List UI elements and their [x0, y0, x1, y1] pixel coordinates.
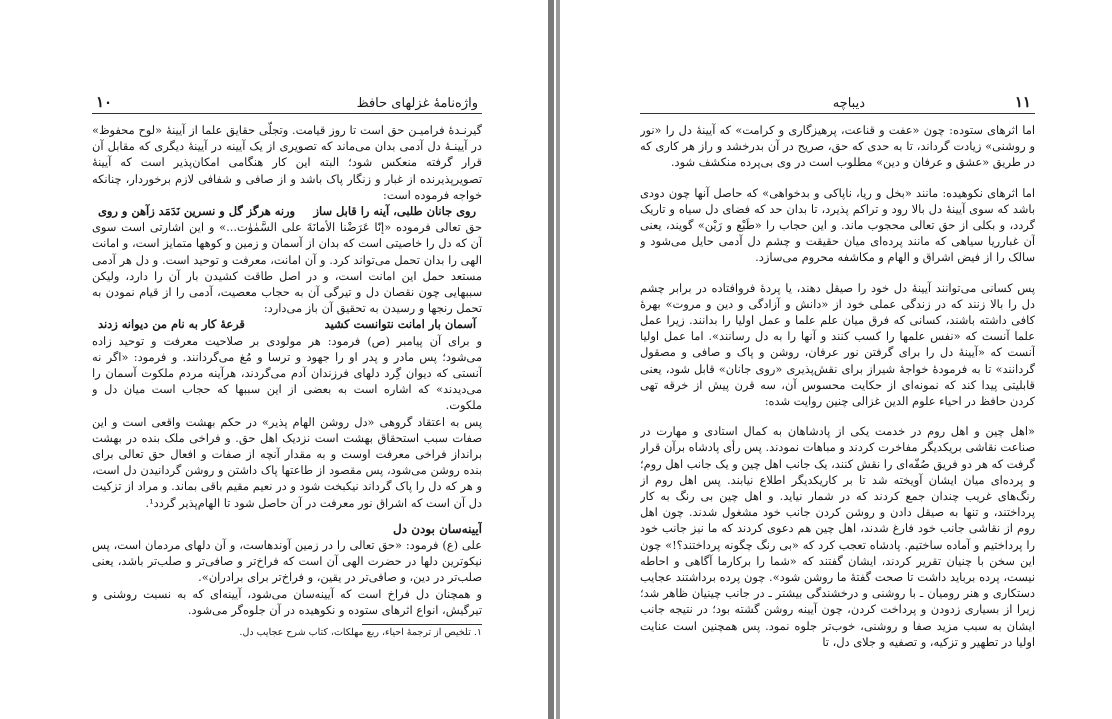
paragraph: پس به اعتقاد گروهی «دل روشن الهام پذیر» در حکم بهشت واقعی است و این صفات سبب استحقاق بهشت است نزدیک اهل حق. و فراخی ملک بنده در بهشت برانداز فراخی معرفت اوست و به مقدار آنچه از صفات و افعال حق تعالی برای بنده روشن می‌شود، پس مقصود از طاعتها پاک داشتن و روشن گردانیدن دل است، و هر که دل را پاک گرداند نیکبخت شود و در نعیم مقیم باقی بماند. و مراد از تزکیت دل آن است که اشراق نور معرفت در آن حاصل شود تا الهام‌پذیر گردد¹.: [92, 414, 482, 510]
hemistich: قرعهٔ کار به نام من دیوانه زدند: [98, 317, 245, 332]
book-gutter: [548, 0, 554, 719]
paragraph: و برای آن پیامبر (ص) فرمود: هر مولودی بر صلاحیت معرفت و توحید زاده می‌شود؛ پس مادر و پدر او را جهود و ترسا و مُغ می‌گردانند. و فرمود: «اگر نه آنستی که دیوان گِرد دلهای فرزندان آدم می‌گردند، هرآینه مردم ملکوت آسمان را می‌دیدند» که اشاره است به بعضی از این سببها که حجاب است میان دل و ملکوت.: [92, 333, 482, 413]
paragraph: حق تعالی فرموده «إنّا عَرَضْنا الأمانَةَ علی السَّمٰوٰت...» و این اشارتی است سوی آن که دل را خاصیتی است که بدان از آسمان و زمین و کوهها متمایز است، و امانت الهی را بدان تحمل می‌تواند کرد. و آن امانت، معرفت و توحید است. و دل هر آدمی مستعد حمل این امانت است، و در اصل طاقت کشیدن بار آن را دارد، ولیکن سببهایی چون نقصان دل و تیرگی آن به حجاب معصیت، آدمی را از قیام نمودن به تحمل رنجها و رسیدن به تحقیق آن باز می‌دارد:: [92, 220, 482, 316]
paragraph: «اهل چین و اهل روم در خدمت یکی از پادشاهان به کمال استادی و مهارت در صناعت نقاشی بریکدیگر مفاخرت کردند و مباهات نمودند. پس رأی پادشاه برآن قرار گرفت که هر دو فریق صُفّه‌ای را نقش کنند، یک جانب اهل چین و یک جانب اهل روم؛ و پرده‌ای میان ایشان آویخته شد تا بر کاریکدیگر اطلاع نیابند. پس اهل روم از رنگ‌های غریب چندان جمع کردند که در شمار نیاید. و اهل چین بی رنگ به کار پرداختند، و تنها به صیقل دادن و روشن کردن جانب خود مشغول شدند. چون اهل روم از نقاشی جانب خود فارغ شدند، اهل چین هم دعوی کردند که ما نیز جانب خود را پرداختیم و آماده ساختیم. پادشاه تعجب کرد که «بی رنگ چگونه پرداختند؟!» چون این سخن با چنیان تقریر کردند، ایشان گفتند که «شما را برکارما آگاهی و احاطه نیست، پرده برباید داشت تا صحت گفتهٔ ما روشن شود». چون پرده برداشتند عجایب دستکاری و هنر رومیان ـ با روشنی و درخشندگی بیشتر ـ در جانب چینیان ظاهر شد؛ زیرا از بسیاری زدودن و پرداخت کردن، چون آیینه روشن گشته بود؛ در نتیجه جانب ایشان به سبب مزید صفا و روشنی، خوب‌تر جلوه نمود. پس همچنین است عنایت اولیا در تطهیر و تزکیه، و تصفیه و جلای دل، تا: [640, 424, 1035, 649]
left-page: [92, 0, 482, 719]
footnote-rule: [362, 624, 482, 625]
running-title: دیباچه: [832, 96, 865, 111]
right-page-body: [640, 122, 1035, 650]
footnote: ۱. تلخیص از ترجمهٔ احیاء، ربع مهلکات، کتاب شرح عجایب دل.: [239, 627, 482, 639]
paragraph: و همچنان دل فراخ است که آیینه‌سان می‌شود، آیینه‌ای که به نسبت روشنی و تیرگیش، انواع اثرهای ستوده و نکوهیده در آن جلوه‌گر می‌شود.: [92, 586, 482, 617]
running-title: واژه‌نامهٔ غزلهای حافظ: [356, 96, 478, 111]
paragraph: اما اثرهای نکوهیده: مانند «بخل و ریا، ناپاکی و بدخواهی» که حاصل آنها چون دودی باشد که سوی آیینهٔ دل بالا رود و تراکم پذیرد، تا بدان حد که فضای دل سیاه و تاریک گردد، و بکلی از حق تعالی محجوب ماند. و این حجاب را «طَبْع و رَیْن» گویند، یعنی آن غبارریا سیاهی که مانند پرده‌ای میان حقیقت و چشم دل آدمی حایل می‌شود و سالک را از فیض اشراق و الهام و مکاشفه محروم می‌سازد.: [640, 185, 1035, 265]
paragraph: گیرنـدهٔ فرامیـن حق است تا روز قیامت. وتجلّی حقایق علما از آیینهٔ «لوح محفوظ» در آیینـهٔ دل آدمی بدان می‌ماند که تصویری از یک آیینه در آیینهٔ دیگری که مقابل آن قرار گرفته منعکس شود؛ البته این کار هنگامی امکان‌پذیر است که آیینهٔ تصویرپذیرنده از غبار و زنگار پاک باشد و از صافی و شفافی لازم برخوردار، چنانکه خواجه فرموده است:: [92, 123, 482, 202]
right-page-header: [640, 95, 1035, 114]
book-gutter-edge: [556, 0, 560, 719]
poem-verse: [92, 203, 482, 219]
paragraph: اما اثرهای ستوده: چون «عفت و قناعت، پرهیزگاری و کرامت» که آیینهٔ دل را «نور و روشنی» زیادت گرداند، تا به حدی که حق، صریح در آن بدرخشد و راز هر کاری که در طریق «عشق و عرفان و دین» مطلوب است در وی بی‌پرده منکشف شود.: [640, 123, 1035, 170]
left-page-header: [92, 95, 482, 114]
paragraph: پس کسانی می‌توانند آیینهٔ دل خود را صیقل دهند، یا پردهٔ فروافتاده در برابر چشم دل را بالا زنند که در زندگی عملی خود از «دانش و آزادگی و دین و مروت» بهرهٔ کافی داشته باشند، کسانی که فرق میان علم علما و عمل اولیا را بدانند. زیرا عمل علما آنست که «نفس علمها را کسب کنند و آنها را به دل رسانند». اما عمل اولیا آنست که «آیینهٔ دل را برای گرفتن نور عرفان، روشن و پاک و صافی و مصقول گردانند» تا به فرمودهٔ خواجهٔ شیراز برای نقش‌پذیری «روی جانان» قابل شود، یعنی قابلیتی پیدا کند که نمونه‌ای از حکایت محسوس آن، سه قرن پیش از خرقه تهی کردن حافظ در احیاء علوم الدین غزالی چنین روایت شده:: [640, 280, 1035, 409]
right-page: [640, 0, 1035, 719]
hemistich: روی جانان طلبی، آینه را قابل ساز: [313, 204, 476, 219]
left-page-body: [92, 122, 482, 639]
paragraph: علی (ع) فرمود: «حق تعالی را در زمین آوندهاست، و آن دلهای مردمان است، پس نیکوترین دلها در حضرت الهی آن است که فراخ‌تر و صافی‌تر و صلب‌تر باشد، یعنی صلب‌تر در دین، و صافی‌تر در یقین، و فراخ‌تر برای برادران».: [92, 538, 482, 585]
hemistich: ورنه هرگز گل و نسرین نَدَمَد زآهن و روی: [98, 204, 296, 219]
page-number: ۱۰: [96, 93, 113, 111]
page-number: ۱۱: [1014, 93, 1031, 111]
section-heading: آیینه‌سان بودن دل: [393, 521, 482, 536]
poem-verse: [92, 316, 482, 332]
hemistich: آسمان بار امانت نتوانست کشید: [324, 317, 476, 332]
